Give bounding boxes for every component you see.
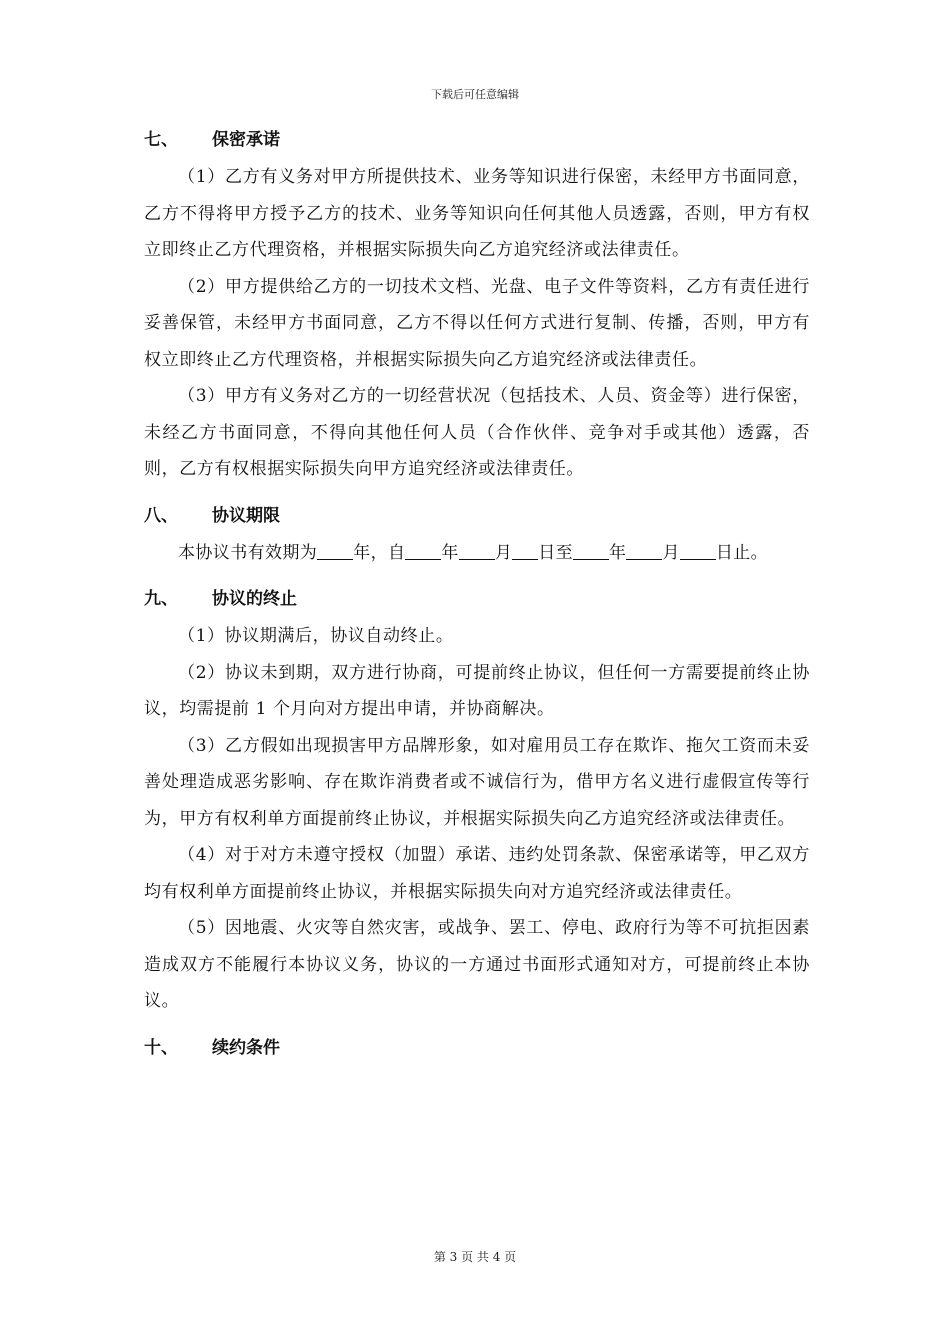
page-header: 下载后可任意编辑 xyxy=(431,88,519,101)
section-title: 续约条件 xyxy=(212,1037,280,1058)
paragraph: （2）协议未到期，双方进行协商，可提前终止协议，但任何一方需要提前终止协议，均需提前 1 个月向对方提出申请，并协商解决。 xyxy=(144,662,810,719)
page-footer: 第 3 页 共 4 页 xyxy=(433,1250,517,1264)
term-text: 日至 xyxy=(538,542,574,563)
section-heading-renewal xyxy=(144,1030,810,1067)
blank-years xyxy=(317,541,353,560)
paragraph: （3）乙方假如出现损害甲方品牌形象，如对雇用员工存在欺诈、拖欠工资而未妥善处理造成恶劣影响、存在欺诈消费者或不诚信行为，借甲方名义进行虚假宣传等行为，甲方有权利单方面提前终止协议，并根据实际损失向乙方追究经济或法律责任。 xyxy=(144,735,810,829)
term-text: 年，自 xyxy=(353,542,406,563)
term-text: 年 xyxy=(609,542,627,563)
paragraph: （1）协议期满后，协议自动终止。 xyxy=(178,626,454,646)
term-text: 日止。 xyxy=(715,542,769,563)
section-number: 九、 xyxy=(144,589,178,609)
section-number: 十、 xyxy=(144,1037,178,1058)
section-title: 协议期限 xyxy=(212,505,280,526)
paragraph: （2）甲方提供给乙方的一切技术文档、光盘、电子文件等资料，乙方有责任进行妥善保管，未经甲方书面同意，乙方不得以任何方式进行复制、传播，否则，甲方有权立即终止乙方代理资格，并根据实际损失向乙方追究经济或法律责任。 xyxy=(144,276,810,370)
blank-end-day xyxy=(680,541,716,560)
blank-start-year xyxy=(405,541,441,560)
paragraph: （3）甲方有义务对乙方的一切经营状况（包括技术、人员、资金等）进行保密，未经乙方书面同意，不得向其他任何人员（合作伙伴、竞争对手或其他）透露，否则，乙方有权根据实际损失向甲方追究经济或法律责任。 xyxy=(144,386,810,479)
agreement-term-line xyxy=(144,535,810,572)
section-number: 八、 xyxy=(144,505,178,526)
blank-end-month xyxy=(626,541,662,560)
blank-end-year xyxy=(573,541,609,560)
section-number: 七、 xyxy=(144,130,178,150)
paragraph: （5）因地震、火灾等自然灾害，或战争、罢工、停电、政府行为等不可抗拒因素造成双方不能履行本协议义务，协议的一方通过书面形式通知对方，可提前终止本协议。 xyxy=(144,918,810,1011)
section-heading-termination xyxy=(144,581,810,618)
blank-start-month xyxy=(459,541,495,560)
paragraph: （4）对于对方未遵守授权（加盟）承诺、违约处罚条款、保密承诺等，甲乙双方均有权利单方面提前终止协议，并根据实际损失向对方追究经济或法律责任。 xyxy=(144,845,810,902)
term-text: 月 xyxy=(494,542,513,563)
term-text: 月 xyxy=(662,542,680,563)
term-text: 本协议书有效期为 xyxy=(178,542,318,563)
section-heading-confidentiality xyxy=(144,122,810,159)
blank-start-day xyxy=(512,541,538,560)
section-heading-term xyxy=(144,498,810,535)
paragraph: （1）乙方有义务对甲方所提供技术、业务等知识进行保密，未经甲方书面同意，乙方不得将甲方授予乙方的技术、业务等知识向任何其他人员透露，否则，甲方有权立即终止乙方代理资格，并根据实际损失向乙方追究经济或法律责任。 xyxy=(144,167,810,260)
term-text: 年 xyxy=(441,542,459,563)
section-title: 协议的终止 xyxy=(212,589,297,609)
section-title: 保密承诺 xyxy=(212,130,280,150)
document-body xyxy=(144,122,810,1067)
